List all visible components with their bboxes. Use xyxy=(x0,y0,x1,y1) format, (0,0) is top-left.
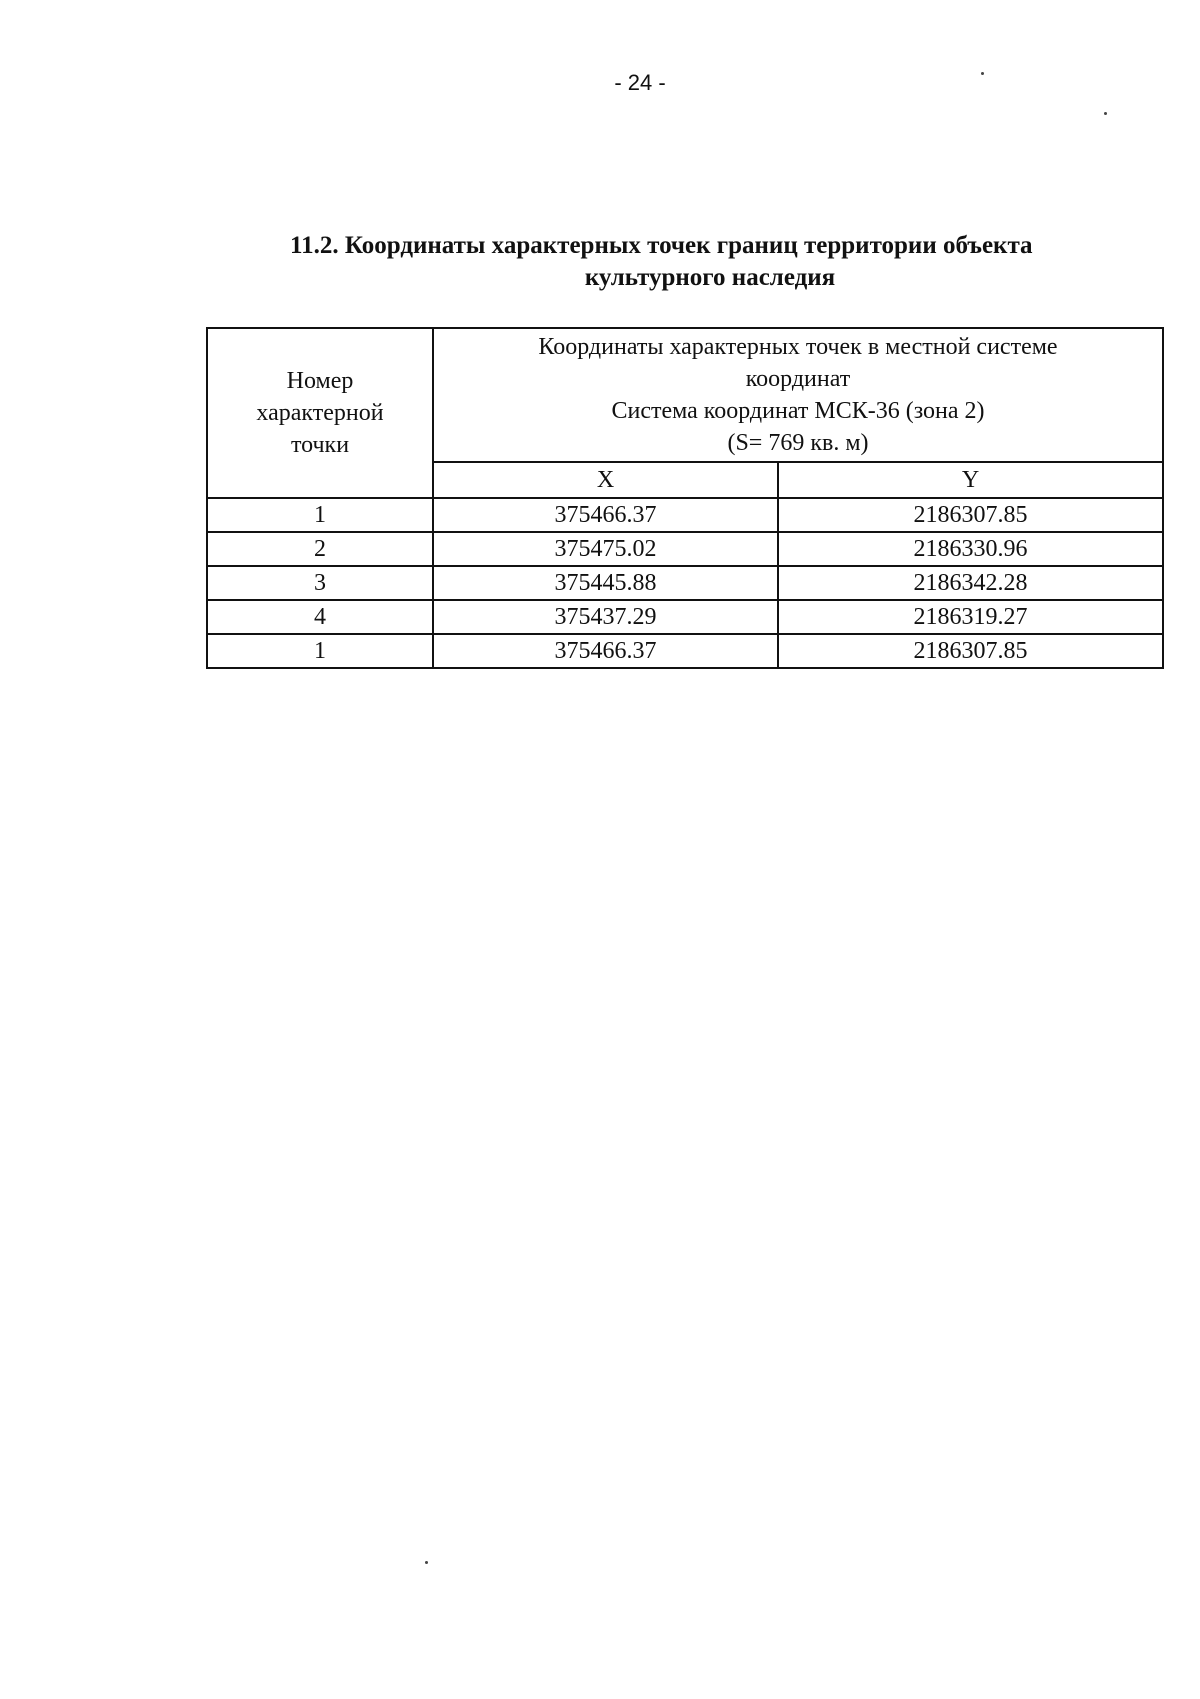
page-number: - 24 - xyxy=(614,70,666,95)
y-coordinate-cell: 2186307.85 xyxy=(778,634,1163,668)
coordinates-header-line: (S= 769 кв. м) xyxy=(727,430,869,456)
point-number-header xyxy=(207,328,433,498)
point-number-cell: 2 xyxy=(207,532,433,566)
point-number-cell: 4 xyxy=(207,600,433,634)
coordinates-header-line: Система координат МСК-36 (зона 2) xyxy=(611,398,985,424)
y-coordinate-cell: 2186307.85 xyxy=(778,498,1163,532)
x-coordinate-cell: 375466.37 xyxy=(433,634,778,668)
scan-speck xyxy=(981,72,984,75)
table-row xyxy=(207,532,1163,566)
point-number-cell: 1 xyxy=(207,634,433,668)
x-coordinate-cell: 375437.29 xyxy=(433,600,778,634)
x-coordinate-cell: 375445.88 xyxy=(433,566,778,600)
x-coordinate-cell: 375466.37 xyxy=(433,498,778,532)
section-heading-line-1: 11.2. Координаты характерных точек границ территории объекта xyxy=(290,232,1033,259)
coordinates-header-line: Координаты характерных точек в местной системе xyxy=(538,334,1058,360)
coordinates-table xyxy=(206,327,1164,669)
table-row xyxy=(207,634,1163,668)
point-number-cell: 1 xyxy=(207,498,433,532)
table-row xyxy=(207,498,1163,532)
x-column-header: X xyxy=(433,462,778,498)
y-coordinate-cell: 2186342.28 xyxy=(778,566,1163,600)
coordinates-header-line: координат xyxy=(745,366,851,392)
point-number-header-line: характерной xyxy=(256,400,384,426)
section-heading-line-2: культурного наследия xyxy=(584,264,836,291)
table-row xyxy=(207,566,1163,600)
y-coordinate-cell: 2186319.27 xyxy=(778,600,1163,634)
point-number-cell: 3 xyxy=(207,566,433,600)
coordinates-header xyxy=(433,328,1163,462)
y-coordinate-cell: 2186330.96 xyxy=(778,532,1163,566)
table-row xyxy=(207,600,1163,634)
scan-speck xyxy=(425,1561,428,1564)
scan-speck xyxy=(1104,112,1107,115)
point-number-header-line: Номер xyxy=(286,368,354,394)
section-heading xyxy=(290,230,1170,294)
x-coordinate-cell: 375475.02 xyxy=(433,532,778,566)
y-column-header: Y xyxy=(778,462,1163,498)
point-number-header-line: точки xyxy=(290,432,350,458)
